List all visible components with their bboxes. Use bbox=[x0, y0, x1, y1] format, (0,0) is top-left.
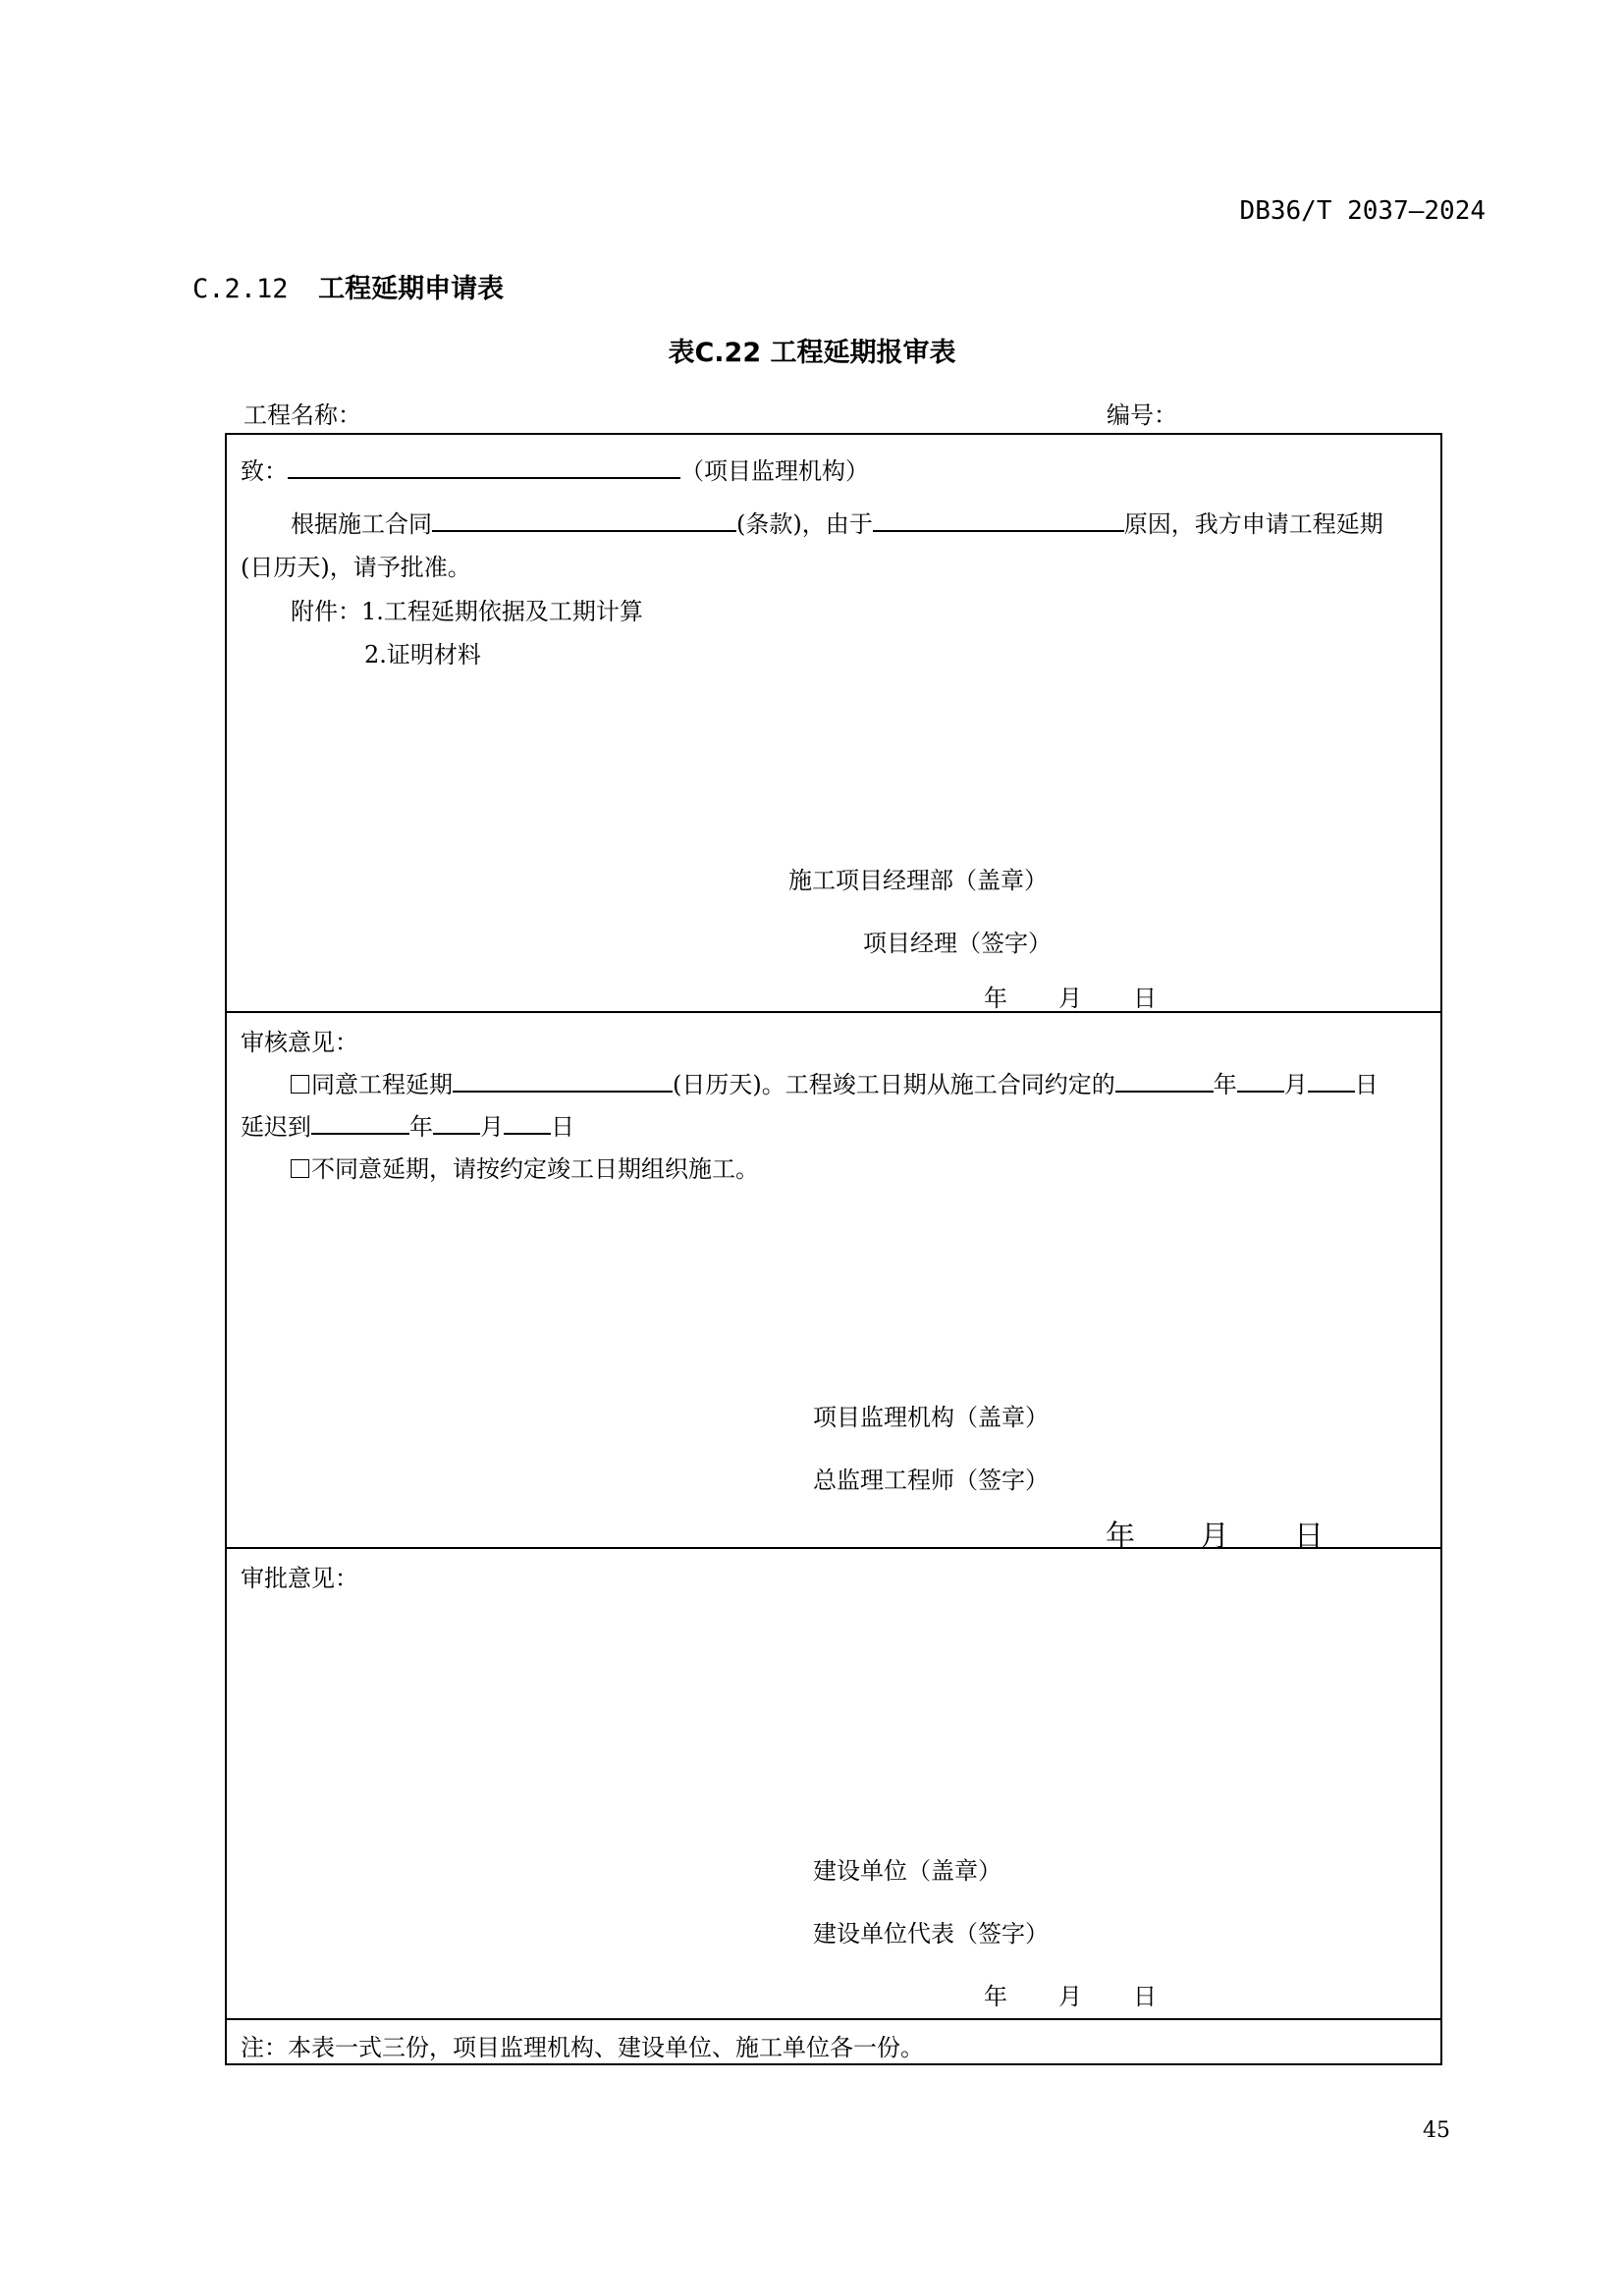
attachment-1-text: 1.工程延期依据及工期计算 bbox=[361, 598, 643, 625]
disagree-checkbox[interactable] bbox=[291, 1159, 309, 1178]
new-month-blank[interactable] bbox=[433, 1133, 480, 1135]
date-month: 月 bbox=[1058, 985, 1082, 1012]
application-section bbox=[225, 433, 1442, 1013]
agree-text-b: (日历天)。工程竣工日期从施工合同约定的 bbox=[673, 1071, 1115, 1098]
date-year: 年 bbox=[984, 985, 1007, 1012]
original-day-blank[interactable] bbox=[1308, 1091, 1355, 1093]
approval-date bbox=[984, 1977, 1157, 2011]
section-title: 工程延期申请表 bbox=[318, 274, 505, 304]
original-month-blank[interactable] bbox=[1237, 1091, 1284, 1093]
new-year-blank[interactable] bbox=[311, 1133, 409, 1135]
approval-date-year: 年 bbox=[984, 1983, 1007, 2010]
attachment-2: 2.证明材料 bbox=[364, 641, 481, 668]
document-code: DB36/T 2037—2024 bbox=[1239, 196, 1486, 226]
agree-year-label: 年 bbox=[1213, 1071, 1237, 1098]
agree-day-label: 日 bbox=[1354, 1071, 1379, 1098]
addressee-row bbox=[241, 452, 869, 486]
addressee-blank[interactable] bbox=[288, 477, 680, 479]
request-text-c: 原因，我方申请工程延期 bbox=[1123, 510, 1383, 538]
disagree-option-line bbox=[291, 1149, 759, 1184]
approval-date-day: 日 bbox=[1133, 1983, 1157, 2010]
new-day-blank[interactable] bbox=[504, 1133, 551, 1135]
delay-to-line bbox=[241, 1107, 574, 1142]
addressee-suffix: （项目监理机构） bbox=[680, 457, 869, 485]
contractor-seal: 施工项目经理部（盖章） bbox=[788, 867, 1048, 894]
agree-checkbox[interactable] bbox=[291, 1075, 309, 1094]
owner-seal: 建设单位（盖章） bbox=[813, 1857, 1001, 1885]
extension-days-blank[interactable] bbox=[453, 1091, 673, 1093]
attachment-label: 附件： bbox=[291, 598, 361, 625]
section-heading bbox=[192, 267, 504, 305]
approval-date-month: 月 bbox=[1058, 1983, 1082, 2010]
approval-label: 审批意见： bbox=[241, 1565, 358, 1592]
note-text: 注：本表一式三份，项目监理机构、建设单位、施工单位各一份。 bbox=[241, 2034, 924, 2061]
agree-text-a: 同意工程延期 bbox=[311, 1071, 453, 1098]
request-text-a: 根据施工合同 bbox=[291, 510, 432, 538]
project-manager-signature: 项目经理（签字） bbox=[863, 930, 1052, 957]
request-line-2: (日历天)，请予批准。 bbox=[241, 554, 471, 581]
note-row bbox=[225, 2018, 1442, 2065]
delay-day-label: 日 bbox=[551, 1113, 574, 1141]
page-number: 45 bbox=[1423, 2118, 1450, 2143]
contract-clause-blank[interactable] bbox=[432, 530, 736, 532]
serial-number-label: 编号： bbox=[1107, 401, 1177, 429]
delay-year-label: 年 bbox=[409, 1113, 433, 1141]
supervision-seal: 项目监理机构（盖章） bbox=[813, 1404, 1049, 1431]
reason-blank[interactable] bbox=[873, 530, 1124, 532]
attachment-1 bbox=[291, 592, 643, 626]
approval-section bbox=[225, 1547, 1442, 2020]
delay-to-text: 延迟到 bbox=[241, 1113, 311, 1141]
table-title: 表C.22 工程延期报审表 bbox=[668, 338, 956, 368]
review-date-day: 日 bbox=[1294, 1520, 1324, 1554]
review-label: 审核意见： bbox=[241, 1029, 358, 1056]
disagree-text: 不同意延期，请按约定竣工日期组织施工。 bbox=[311, 1155, 759, 1183]
to-label: 致： bbox=[241, 457, 288, 485]
review-section bbox=[225, 1011, 1442, 1554]
review-date-year: 年 bbox=[1106, 1520, 1135, 1554]
agree-month-label: 月 bbox=[1283, 1071, 1308, 1098]
application-date bbox=[984, 979, 1157, 1013]
agree-option-line bbox=[291, 1065, 1379, 1099]
project-name-label: 工程名称： bbox=[244, 401, 361, 429]
delay-month-label: 月 bbox=[480, 1113, 504, 1141]
chief-engineer-signature: 总监理工程师（签字） bbox=[813, 1467, 1049, 1494]
request-text-b: (条款)，由于 bbox=[736, 510, 873, 538]
review-date-month: 月 bbox=[1200, 1520, 1229, 1554]
date-day: 日 bbox=[1133, 985, 1157, 1012]
request-line-1 bbox=[291, 505, 1383, 539]
original-year-blank[interactable] bbox=[1115, 1091, 1214, 1093]
section-number: C.2.12 bbox=[192, 274, 289, 304]
owner-rep-signature: 建设单位代表（签字） bbox=[813, 1920, 1049, 1948]
